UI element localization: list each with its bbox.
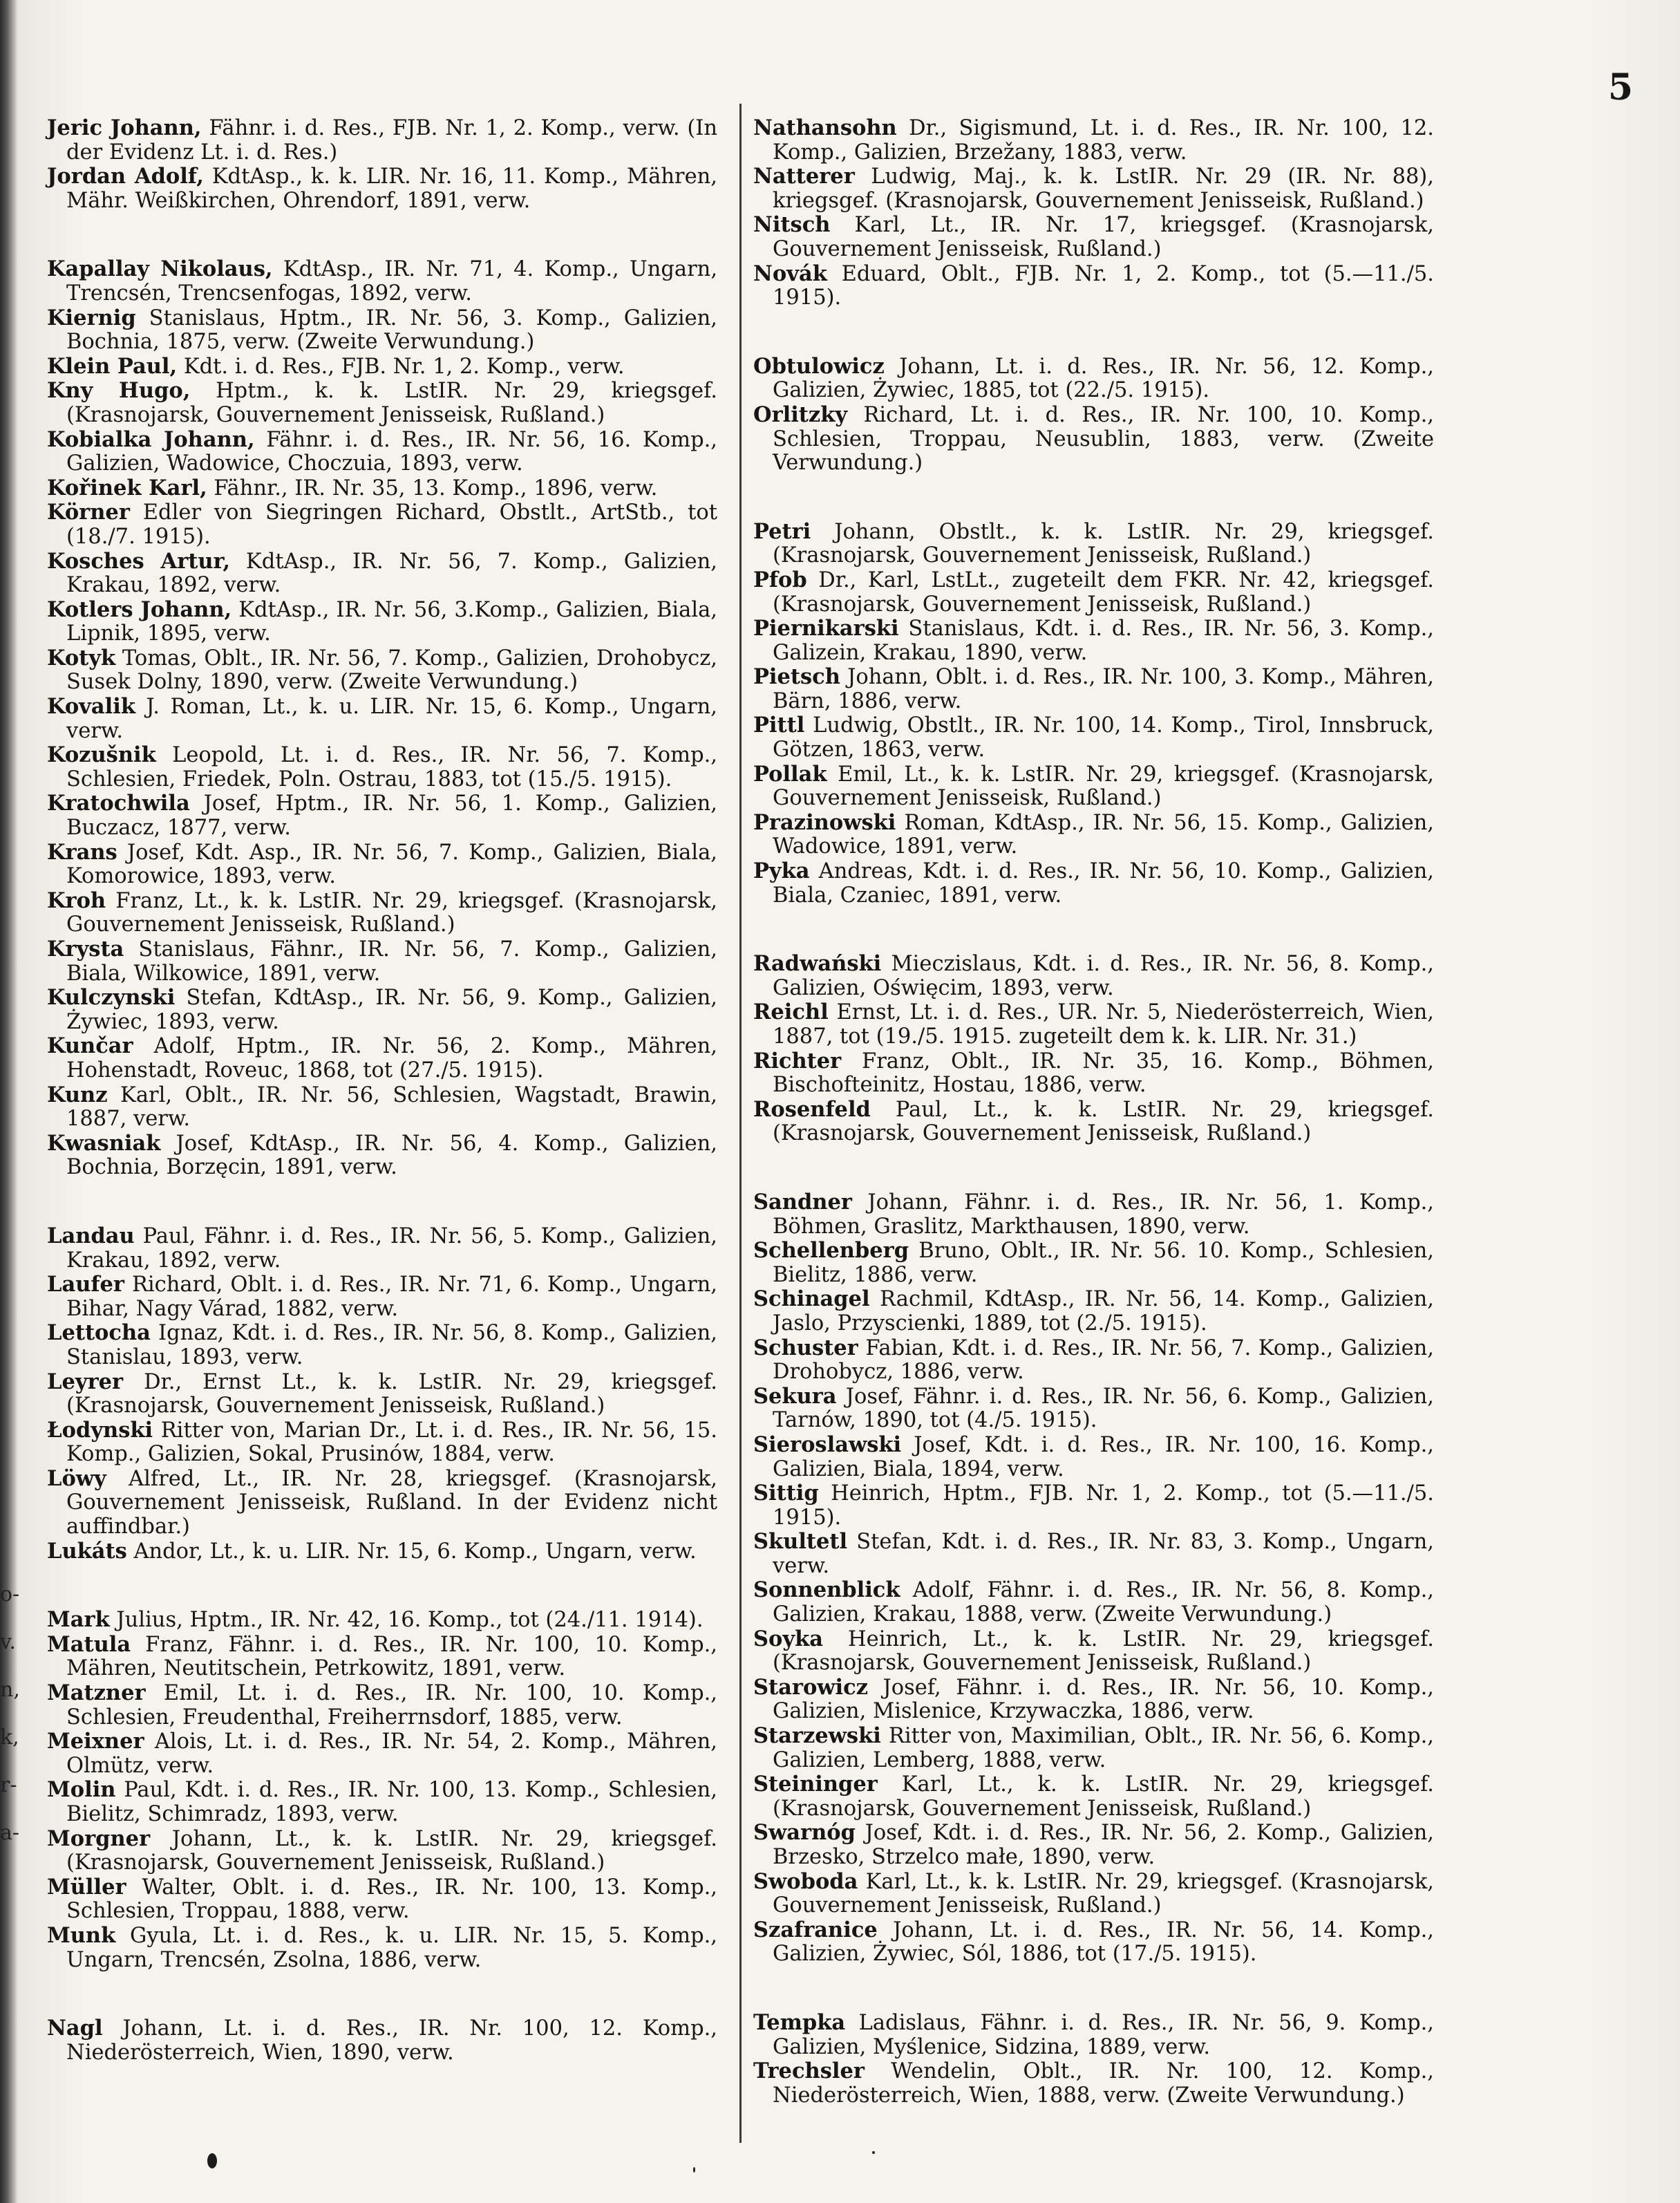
entry-details: Franz, Oblt., IR. Nr. 35, 16. Komp., Böhmen, Bischofteinitz, Hostau, 1886, verw. [773, 1049, 1434, 1098]
roster-entry [47, 116, 717, 165]
entry-surname: Munk [47, 1922, 116, 1948]
entry-surname: Swarnóg [753, 1820, 856, 1846]
roster-entry [47, 1608, 717, 1633]
entry-details: Johann, Lt. i. d. Res., IR. Nr. 100, 12. Komp., Niederösterreich, Wien, 1890, verw. [66, 2016, 717, 2065]
entry-details: Karl, Lt., k. k. LstIR. Nr. 29, kriegsgef. (Krasnojarsk, Gouvernement Jenisseisk, Rußland.) [773, 1772, 1434, 1821]
section-gap [753, 1967, 1434, 2011]
entry-surname: Landau [47, 1223, 135, 1248]
entry-surname: Krans [47, 839, 117, 865]
roster-entry [47, 500, 717, 549]
left-column [47, 116, 717, 2065]
entry-surname: Matula [47, 1631, 131, 1657]
entry-surname: Kratochwila [47, 791, 190, 816]
entry-surname: Rosenfeld [753, 1096, 871, 1122]
entry-details: Julius, Hptm., IR. Nr. 42, 16. Komp., tot (24./11. 1914). [109, 1608, 704, 1633]
entry-details: Karl, Oblt., IR. Nr. 56, Schlesien, Wagstadt, Brawin, 1887, verw. [66, 1082, 717, 1132]
roster-entry [47, 646, 717, 695]
entry-surname: Morgner [47, 1826, 151, 1851]
entry-details: Dr., Karl, LstLt., zugeteilt dem FKR. Nr. 42, kriegsgef. (Krasnojarsk, Gouvernement Jenisseisk, Rußland.) [773, 568, 1434, 617]
section-gap [753, 310, 1434, 355]
entry-details: Johann, Lt., k. k. LstIR. Nr. 29, kriegsgef. (Krasnojarsk, Gouvernement Jenisseisk, Rußland.) [66, 1826, 717, 1875]
entry-details: Franz, Fähnr. i. d. Res., IR. Nr. 100, 10. Komp., Mähren, Neutitschein, Petrkowitz, 1891, verw. [66, 1632, 717, 1681]
entry-surname: Steininger [753, 1772, 878, 1797]
entry-details: Stefan, Kdt. i. d. Res., IR. Nr. 83, 3. Komp., Ungarn, verw. [773, 1530, 1434, 1578]
entry-surname: Kotyk [47, 645, 116, 671]
entry-surname: Jeric Johann, [47, 115, 202, 140]
entry-surname: Pittl [753, 713, 805, 738]
roster-entry [753, 1190, 1434, 1239]
entry-surname: Meixner [47, 1729, 144, 1754]
ink-speck [207, 2153, 217, 2168]
roster-entry [47, 598, 717, 646]
section-gap [47, 1564, 717, 1608]
entry-details: Ladislaus, Fähnr. i. d. Res., IR. Nr. 56, 9. Komp., Galizien, Myślenice, Sidzina, 1889, verw. [773, 2010, 1434, 2059]
roster-entry [47, 2016, 717, 2065]
entry-surname: Swoboda [753, 1868, 858, 1894]
roster-entry [47, 257, 717, 306]
roster-entry [753, 1239, 1434, 1287]
entry-details: Ignaz, Kdt. i. d. Res., IR. Nr. 56, 8. Komp., Galizien, Stanislau, 1893, verw. [66, 1321, 717, 1369]
entry-details: KdtAsp., IR. Nr. 56, 3.Komp., Galizien, Biala, Lipnik, 1895, verw. [66, 597, 717, 646]
entry-surname: Sekura [753, 1383, 837, 1409]
roster-entry [47, 1224, 717, 1273]
roster-entry [47, 1467, 717, 1539]
entry-surname: Klein Paul, [47, 353, 178, 379]
roster-entry [753, 1724, 1434, 1772]
entry-surname: Kwasniak [47, 1130, 161, 1156]
entry-surname: Kunčar [47, 1033, 133, 1059]
roster-entry [47, 937, 717, 986]
entry-details: Paul, Lt., k. k. LstIR. Nr. 29, kriegsgef. (Krasnojarsk, Gouvernement Jenisseisk, Rußland.) [773, 1097, 1434, 1146]
entry-details: Wendelin, Oblt., IR. Nr. 100, 12. Komp., Niederösterreich, Wien, 1888, verw. (Zweite Verwundung.) [773, 2059, 1434, 2108]
roster-entry [753, 1918, 1434, 1967]
entry-surname: Krysta [47, 937, 124, 962]
entry-details: Johann, Oblt. i. d. Res., IR. Nr. 100, 3. Komp., Mähren, Bärn, 1886, verw. [773, 665, 1434, 713]
roster-entry [47, 986, 717, 1034]
roster-entry [47, 355, 717, 379]
entry-surname: Obtulowicz [753, 353, 885, 379]
roster-entry [753, 213, 1434, 261]
roster-entry [47, 165, 717, 213]
entry-surname: Schellenberg [753, 1238, 909, 1264]
entry-details: Ludwig, Maj., k. k. LstIR. Nr. 29 (IR. Nr. 88), kriegsgef. (Krasnojarsk, Gouvernement Jenisseisk, Rußland.) [773, 165, 1434, 213]
entry-surname: Kapallay Nikolaus, [47, 256, 273, 282]
entry-surname: Leyrer [47, 1369, 124, 1394]
entry-surname: Novák [753, 261, 827, 286]
entry-details: Richard, Lt. i. d. Res., IR. Nr. 100, 10. Komp., Schlesien, Troppau, Neusublin, 1883, verw. (Zweite Verwundung.) [773, 402, 1434, 476]
entry-details: Fähnr. i. d. Res., IR. Nr. 56, 16. Komp., Galizien, Wadowice, Choczuia, 1893, verw. [66, 427, 717, 476]
roster-entry [753, 1578, 1434, 1627]
entry-details: Dr., Ernst Lt., k. k. LstIR. Nr. 29, kriegsgef. (Krasnojarsk, Gouvernement Jenisseisk, Rußland.) [66, 1369, 717, 1418]
section-gap [753, 908, 1434, 952]
section-gap [47, 1180, 717, 1224]
entry-details: Adolf, Hptm., IR. Nr. 56, 2. Komp., Mähren, Hohenstadt, Roveuc, 1868, tot (27./5. 1915). [66, 1034, 717, 1082]
entry-details: Stefan, KdtAsp., IR. Nr. 56, 9. Komp., Galizien, Żywiec, 1893, verw. [66, 986, 717, 1034]
entry-details: Johann, Fähnr. i. d. Res., IR. Nr. 56, 1. Komp., Böhmen, Graslitz, Markthausen, 1890, verw. [773, 1190, 1434, 1239]
page-number: 5 [1607, 66, 1633, 109]
roster-entry [47, 1827, 717, 1875]
margin-fragments [0, 1583, 28, 1869]
entry-surname: Kořinek Karl, [47, 475, 207, 500]
entry-details: Heinrich, Hptm., FJB. Nr. 1, 2. Komp., tot (5.—11./5. 1915). [773, 1481, 1434, 1530]
roster-entry [47, 1321, 717, 1369]
entry-surname: Lukáts [47, 1538, 127, 1564]
section-gap [47, 213, 717, 257]
entry-details: Adolf, Fähnr. i. d. Res., IR. Nr. 56, 8. Komp., Galizien, Krakau, 1888, verw. (Zweite Verwundung.) [773, 1578, 1434, 1627]
margin-fragment: n, [0, 1678, 20, 1702]
roster-entry [47, 428, 717, 476]
entry-surname: Jordan Adolf, [47, 164, 204, 189]
roster-entry [753, 1336, 1434, 1385]
roster-entry [753, 1676, 1434, 1724]
entry-details: Tomas, Oblt., IR. Nr. 56, 7. Komp., Galizien, Drohobycz, Susek Dolny, 1890, verw. (Zweite Verwundung.) [66, 646, 717, 695]
entry-surname: Tempka [753, 2009, 846, 2035]
entry-details: Emil, Lt. i. d. Res., IR. Nr. 100, 10. Komp., Schlesien, Freudenthal, Freiherrnsdorf, 1885, verw. [66, 1681, 717, 1729]
entry-surname: Skultetl [753, 1529, 848, 1555]
entry-details: Edler von Siegringen Richard, Obstlt., ArtStb., tot (18./7. 1915). [66, 500, 717, 549]
entry-surname: Natterer [753, 164, 855, 189]
entry-surname: Pollak [753, 761, 827, 787]
section-gap [753, 476, 1434, 520]
roster-entry [753, 1530, 1434, 1578]
entry-details: Johann, Lt. i. d. Res., IR. Nr. 56, 14. Komp., Galizien, Żywiec, Sól, 1886, tot (17./5. 1915). [773, 1918, 1434, 1967]
entry-details: Mieczislaus, Kdt. i. d. Res., IR. Nr. 56, 8. Komp., Galizien, Oświęcim, 1893, verw. [773, 952, 1434, 1000]
entry-surname: Kozušnik [47, 742, 156, 768]
entry-surname: Matzner [47, 1680, 146, 1706]
section-gap [753, 1146, 1434, 1190]
roster-entry [753, 2059, 1434, 2108]
roster-entry [47, 1778, 717, 1826]
entry-surname: Petri [753, 518, 811, 544]
entry-details: KdtAsp., IR. Nr. 71, 4. Komp., Ungarn, Trencsén, Trencsenfogas, 1892, verw. [66, 257, 718, 306]
entry-details: Josef, KdtAsp., IR. Nr. 56, 4. Komp., Galizien, Bochnia, Borzęcin, 1891, verw. [66, 1131, 717, 1180]
entry-surname: Nitsch [753, 212, 831, 238]
entry-details: Kdt. i. d. Res., FJB. Nr. 1, 2. Komp., verw. [177, 354, 625, 379]
column-divider [739, 104, 742, 2143]
entry-details: Dr., Sigismund, Lt. i. d. Res., IR. Nr. 100, 12. Komp., Galizien, Brzežany, 1883, verw. [773, 116, 1434, 165]
entry-surname: Lettocha [47, 1320, 151, 1346]
entry-surname: Kiernig [47, 305, 136, 330]
roster-entry [753, 355, 1434, 403]
entry-surname: Orlitzky [753, 402, 848, 427]
margin-fragment: k, [0, 1725, 19, 1750]
entry-details: Johann, Obstlt., k. k. LstIR. Nr. 29, kriegsgef. (Krasnojarsk, Gouvernement Jenisseisk, Rußland.) [773, 519, 1434, 568]
entry-surname: Kulczynski [47, 985, 176, 1011]
entry-details: Josef, Kdt. Asp., IR. Nr. 56, 7. Komp., Galizien, Biala, Komorowice, 1893, verw. [66, 840, 717, 889]
roster-entry [753, 165, 1434, 213]
entry-surname: Pfob [753, 567, 807, 592]
roster-entry [47, 1539, 717, 1564]
entry-details: Fähnr. i. d. Res., FJB. Nr. 1, 2. Komp., verw. (In der Evidenz Lt. i. d. Res.) [66, 116, 717, 165]
entry-surname: Mark [47, 1607, 110, 1633]
roster-entry [753, 665, 1434, 713]
entry-surname: Łodynski [47, 1417, 153, 1443]
entry-surname: Kroh [47, 888, 106, 913]
entry-details: Walter, Oblt. i. d. Res., IR. Nr. 100, 13. Komp., Schlesien, Troppau, 1888, verw. [66, 1875, 717, 1924]
entry-details: Hptm., k. k. LstIR. Nr. 29, kriegsgef. (Krasnojarsk, Gouvernement Jenisseisk, Rußland.) [66, 379, 717, 427]
roster-entry [47, 695, 717, 743]
entry-details: KdtAsp., k. k. LIR. Nr. 16, 11. Komp., Mähren, Mähr. Weißkirchen, Ohrendorf, 1891, verw. [66, 165, 717, 213]
entry-surname: Nagl [47, 2016, 103, 2041]
entry-details: Stanislaus, Kdt. i. d. Res., IR. Nr. 56, 3. Komp., Galizein, Krakau, 1890, verw. [773, 617, 1434, 665]
roster-entry [753, 952, 1434, 1000]
roster-entry [753, 1287, 1434, 1335]
entry-surname: Schinagel [753, 1286, 870, 1312]
entry-details: Josef, Kdt. i. d. Res., IR. Nr. 56, 2. Komp., Galizien, Brzesko, Strzelco małe, 1890, verw. [773, 1821, 1434, 1869]
entry-details: Ernst, Lt. i. d. Res., UR. Nr. 5, Niederösterreich, Wien, 1887, tot (19./5. 1915. zugeteilt dem k. k. LIR. Nr. 31.) [773, 1000, 1434, 1049]
margin-fragment: o- [0, 1582, 20, 1606]
roster-entry [753, 1481, 1434, 1530]
roster-entry [753, 811, 1434, 859]
roster-entry [753, 1627, 1434, 1676]
entry-details: Fabian, Kdt. i. d. Res., IR. Nr. 56, 7. Komp., Galizien, Drohobycz, 1886, verw. [773, 1335, 1434, 1385]
entry-details: Leopold, Lt. i. d. Res., IR. Nr. 56, 7. Komp., Schlesien, Friedek, Poln. Ostrau, 1883, tot (15./5. 1915). [66, 743, 717, 791]
entry-details: Franz, Lt., k. k. LstIR. Nr. 29, kriegsgef. (Krasnojarsk, Gouvernement Jenisseisk, Rußland.) [66, 888, 717, 937]
roster-entry [47, 1418, 717, 1467]
entry-surname: Richter [753, 1048, 842, 1074]
entry-details: Karl, Lt., IR. Nr. 17, kriegsgef. (Krasnojarsk, Gouvernement Jenisseisk, Rußland.) [773, 213, 1434, 261]
entry-surname: Soyka [753, 1626, 823, 1651]
entry-details: Alois, Lt. i. d. Res., IR. Nr. 54, 2. Komp., Mähren, Olmütz, verw. [66, 1729, 717, 1778]
margin-fragment: r- [0, 1773, 17, 1797]
entry-surname: Kny Hugo, [47, 378, 191, 404]
roster-entry [753, 116, 1434, 165]
roster-entry [47, 379, 717, 427]
entry-details: KdtAsp., IR. Nr. 56, 7. Komp., Galizien, Krakau, 1892, verw. [66, 549, 717, 598]
roster-entry [753, 1385, 1434, 1433]
roster-entry [753, 1433, 1434, 1481]
entry-details: Fähnr., IR. Nr. 35, 13. Komp., 1896, verw. [207, 476, 658, 500]
roster-entry [753, 403, 1434, 476]
entry-surname: Prazinowski [753, 809, 896, 835]
roster-entry [753, 1000, 1434, 1049]
entry-details: Andreas, Kdt. i. d. Res., IR. Nr. 56, 10. Komp., Galizien, Biala, Czaniec, 1891, verw. [773, 859, 1434, 908]
right-column [753, 116, 1434, 2108]
entry-surname: Piernikarski [753, 616, 899, 641]
entry-details: Eduard, Oblt., FJB. Nr. 1, 2. Komp., tot (5.—11./5. 1915). [773, 261, 1434, 310]
ink-speck [872, 2151, 875, 2154]
entry-details: Josef, Fähnr. i. d. Res., IR. Nr. 56, 10. Komp., Galizien, Mislenice, Krzywaczka, 1886, verw. [773, 1675, 1434, 1724]
roster-entry [47, 1875, 717, 1924]
roster-entry [753, 2011, 1434, 2059]
entry-details: Ludwig, Obstlt., IR. Nr. 100, 14. Komp., Tirol, Innsbruck, Götzen, 1863, verw. [773, 713, 1434, 762]
roster-entry [753, 568, 1434, 617]
margin-fragment: a- [0, 1821, 20, 1845]
entry-surname: Kunz [47, 1082, 108, 1107]
roster-entry [47, 1132, 717, 1180]
entry-details: Josef, Hptm., IR. Nr. 56, 1. Komp., Galizien, Buczacz, 1877, verw. [66, 791, 717, 841]
ink-speck [693, 2167, 695, 2173]
entry-surname: Sandner [753, 1189, 852, 1215]
entry-surname: Reichl [753, 1000, 829, 1025]
roster-entry [753, 713, 1434, 762]
entry-details: Stanislaus, Hptm., IR. Nr. 56, 3. Komp., Galizien, Bochnia, 1875, verw. (Zweite Verwundung.) [66, 306, 717, 355]
roster-entry [47, 1729, 717, 1778]
section-gap [47, 1972, 717, 2016]
entry-details: Richard, Oblt. i. d. Res., IR. Nr. 71, 6. Komp., Ungarn, Bihar, Nagy Várad, 1882, verw. [66, 1273, 717, 1321]
entry-details: Ritter von, Marian Dr., Lt. i. d. Res., IR. Nr. 56, 15. Komp., Galizien, Sokal, Prusinów, 1884, verw. [66, 1418, 717, 1467]
entry-surname: Müller [47, 1874, 126, 1900]
entry-details: Karl, Lt., k. k. LstIR. Nr. 29, kriegsgef. (Krasnojarsk, Gouvernement Jenisseisk, Rußland.) [773, 1869, 1434, 1918]
entry-surname: Kosches Artur, [47, 548, 230, 574]
roster-entry [47, 1633, 717, 1681]
roster-entry [47, 1083, 717, 1132]
entry-details: Heinrich, Lt., k. k. LstIR. Nr. 29, kriegsgef. (Krasnojarsk, Gouvernement Jenisseisk, Rußland.) [773, 1627, 1434, 1676]
entry-surname: Szafranice [753, 1917, 878, 1942]
entry-surname: Trechsler [753, 2059, 865, 2084]
entry-details: Josef, Fähnr. i. d. Res., IR. Nr. 56, 6. Komp., Galizien, Tarnów, 1890, tot (4./5. 1915). [773, 1384, 1434, 1433]
roster-entry [753, 859, 1434, 908]
entry-details: Gyula, Lt. i. d. Res., k. u. LIR. Nr. 15, 5. Komp., Ungarn, Trencsén, Zsolna, 1886, verw. [66, 1923, 717, 1972]
roster-entry [47, 743, 717, 791]
roster-entry [47, 1924, 717, 1972]
roster-entry [47, 1681, 717, 1729]
entry-details: Paul, Kdt. i. d. Res., IR. Nr. 100, 13. Komp., Schlesien, Bielitz, Schimradz, 1893, verw. [66, 1778, 717, 1826]
roster-entry [753, 762, 1434, 811]
entry-details: Alfred, Lt., IR. Nr. 28, kriegsgef. (Krasnojarsk, Gouvernement Jenisseisk, Rußland. In der Evidenz nicht auffindbar.) [66, 1466, 717, 1539]
roster-entry [753, 1049, 1434, 1098]
roster-entry [47, 1370, 717, 1418]
entry-details: Bruno, Oblt., IR. Nr. 56. 10. Komp., Schlesien, Bielitz, 1886, verw. [773, 1239, 1434, 1287]
margin-fragment: v. [0, 1630, 16, 1654]
entry-surname: Kobialka Johann, [47, 426, 255, 452]
entry-details: Paul, Fähnr. i. d. Res., IR. Nr. 56, 5. Komp., Galizien, Krakau, 1892, verw. [66, 1224, 717, 1273]
entry-surname: Pietsch [753, 664, 840, 690]
roster-entry [753, 1772, 1434, 1821]
entry-surname: Sieroslawski [753, 1432, 902, 1457]
entry-surname: Schuster [753, 1335, 858, 1360]
roster-entry [753, 520, 1434, 568]
entry-details: Rachmil, KdtAsp., IR. Nr. 56, 14. Komp., Galizien, Jaslo, Przyscienki, 1889, tot (2./5. 1915). [773, 1287, 1434, 1335]
roster-entry [753, 1870, 1434, 1918]
entry-surname: Nathansohn [753, 115, 897, 140]
roster-entry [47, 476, 717, 501]
roster-entry [47, 889, 717, 937]
roster-entry [47, 841, 717, 889]
entry-details: Johann, Lt. i. d. Res., IR. Nr. 56, 12. Komp., Galizien, Żywiec, 1885, tot (22./5. 1915). [773, 354, 1434, 403]
roster-entry [753, 262, 1434, 310]
entry-details: Emil, Lt., k. k. LstIR. Nr. 29, kriegsgef. (Krasnojarsk, Gouvernement Jenisseisk, Rußland.) [773, 762, 1434, 811]
entry-surname: Radwański [753, 951, 882, 977]
roster-entry [753, 1098, 1434, 1146]
roster-entry [753, 1821, 1434, 1869]
entry-details: Stanislaus, Fähnr., IR. Nr. 56, 7. Komp., Galizien, Biala, Wilkowice, 1891, verw. [66, 937, 717, 986]
roster-entry [47, 791, 717, 840]
entry-surname: Kotlers Johann, [47, 597, 232, 622]
entry-details: J. Roman, Lt., k. u. LIR. Nr. 15, 6. Komp., Ungarn, verw. [66, 695, 717, 743]
entry-surname: Pyka [753, 859, 810, 884]
entry-details: Andor, Lt., k. u. LIR. Nr. 15, 6. Komp., Ungarn, verw. [126, 1539, 697, 1564]
roster-entry [753, 617, 1434, 665]
entry-details: Josef, Kdt. i. d. Res., IR. Nr. 100, 16. Komp., Galizien, Biala, 1894, verw. [773, 1432, 1434, 1481]
entry-surname: Löwy [47, 1465, 106, 1491]
entry-surname: Sittig [753, 1481, 819, 1506]
entry-surname: Laufer [47, 1272, 124, 1297]
entry-surname: Körner [47, 500, 130, 525]
entry-surname: Molin [47, 1777, 116, 1803]
entry-details: Ritter von, Maximilian, Oblt., IR. Nr. 56, 6. Komp., Galizien, Lemberg, 1888, verw. [773, 1724, 1434, 1772]
entry-surname: Kovalik [47, 694, 135, 720]
entry-surname: Sonnenblick [753, 1577, 900, 1603]
roster-entry [47, 1273, 717, 1321]
entry-surname: Starowicz [753, 1674, 869, 1700]
roster-entry [47, 550, 717, 598]
roster-entry [47, 306, 717, 355]
roster-entry [47, 1034, 717, 1082]
entry-surname: Starzewski [753, 1723, 881, 1749]
entry-details: Roman, KdtAsp., IR. Nr. 56, 15. Komp., Galizien, Wadowice, 1891, verw. [773, 810, 1434, 859]
